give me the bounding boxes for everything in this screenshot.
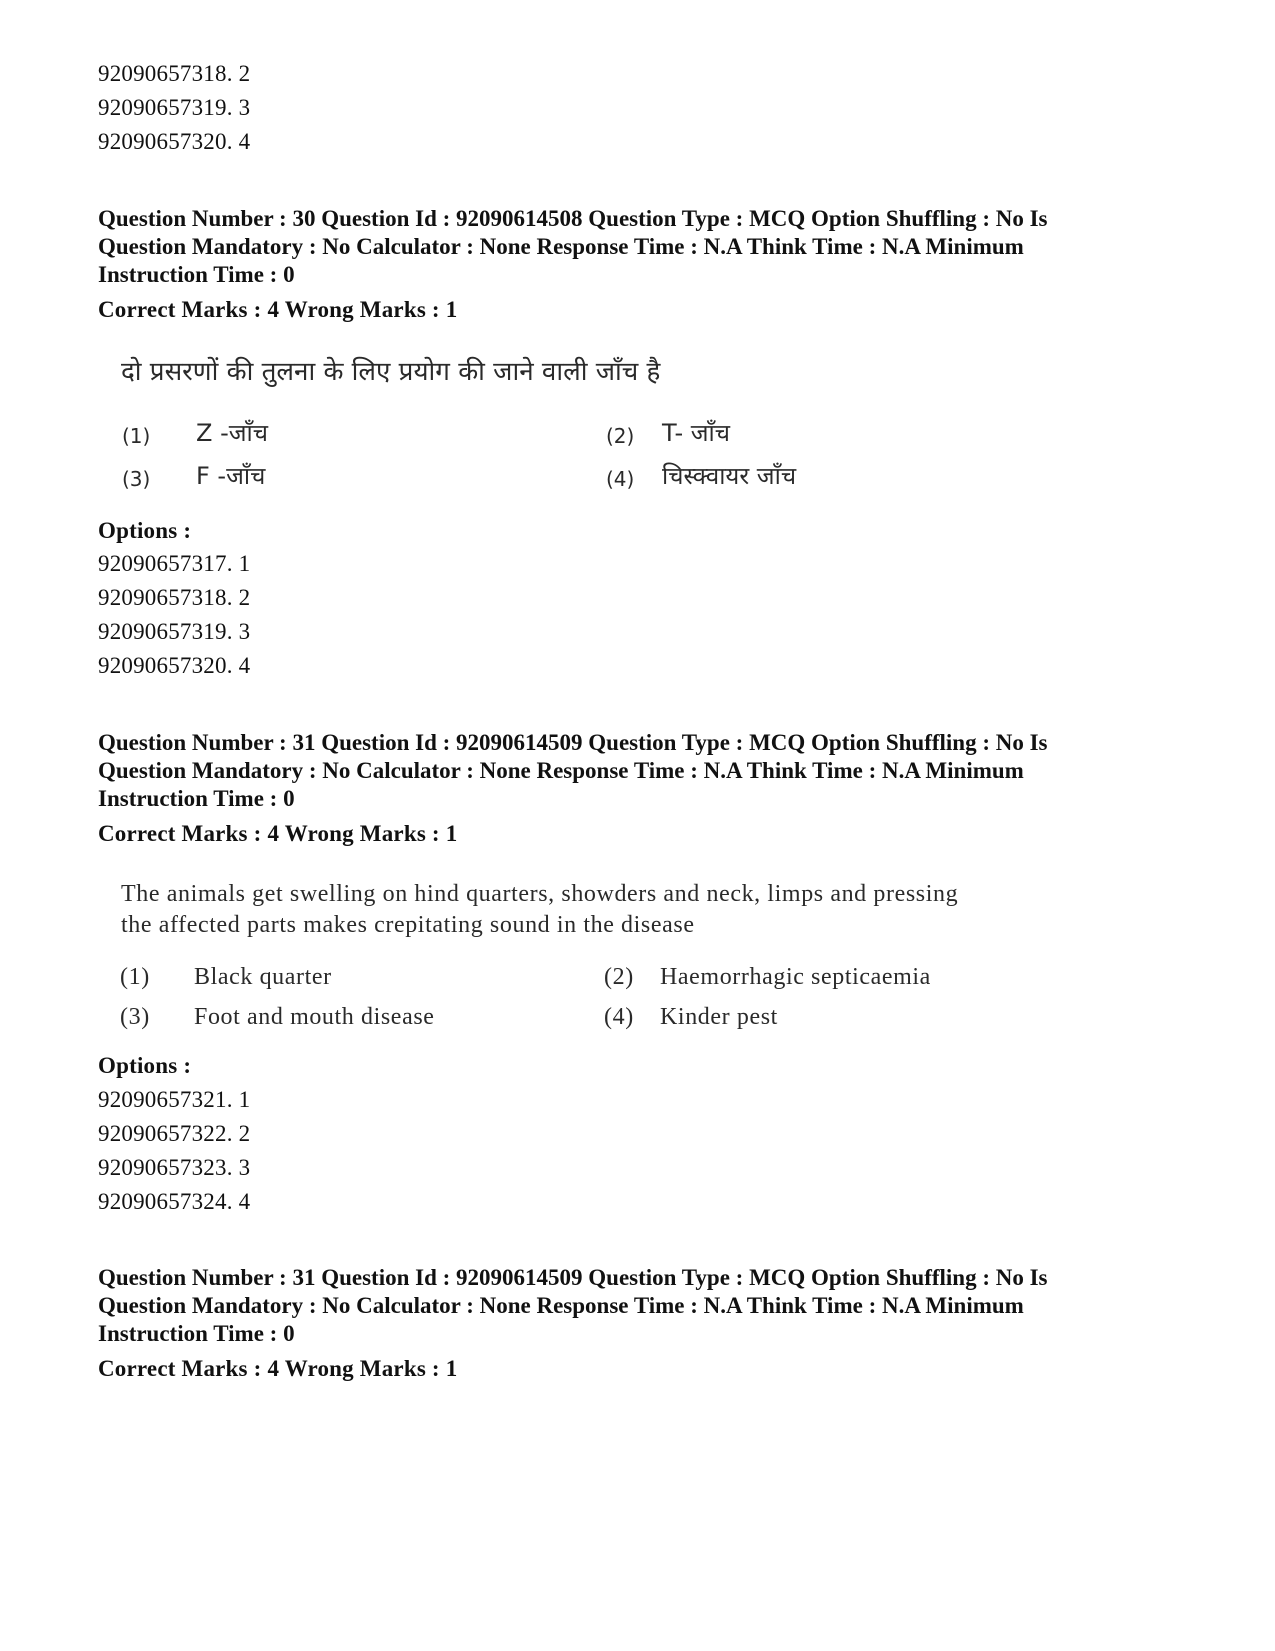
option-line: 92090657319. 3 [98,95,251,120]
q31-repeat-meta [98,1264,1178,1348]
q31-choice-num-2: (2) [604,964,634,990]
option-line: 92090657324. 4 [98,1189,251,1214]
q31-meta [98,729,1178,813]
meta-line: Question Mandatory : No Calculator : None Response Time : N.A Think Time : N.A Minimum [98,758,1024,783]
q30-choice-num-4: (4) [606,467,635,491]
meta-line: Question Mandatory : No Calculator : None Response Time : N.A Think Time : N.A Minimum [98,1293,1024,1318]
q30-question-text: दो प्रसरणों की तुलना के लिए प्रयोग की जाने वाली जाँच है [121,357,661,387]
q31-question-line-1: The animals get swelling on hind quarters, showders and neck, limps and pressing [121,881,959,907]
option-line: 92090657320. 4 [98,653,251,678]
q31-options-label: Options : [98,1053,192,1078]
q31-choice-1: Black quarter [194,964,332,990]
q31-choice-2: Haemorrhagic septicaemia [660,964,931,990]
option-line: 92090657319. 3 [98,619,251,644]
q31-repeat-marks: Correct Marks : 4 Wrong Marks : 1 [98,1356,458,1381]
meta-line: Question Number : 30 Question Id : 92090614508 Question Type : MCQ Option Shuffling : No Is [98,206,1048,231]
q30-choice-4: चिस्क्वायर जाँच [662,462,797,490]
q30-options-label: Options : [98,518,192,543]
q30-choice-num-1: (1) [122,424,151,448]
q31-question-line-2: the affected parts makes crepitating sound in the disease [121,912,695,938]
option-line: 92090657318. 2 [98,61,251,86]
q30-marks: Correct Marks : 4 Wrong Marks : 1 [98,297,458,322]
option-line: 92090657317. 1 [98,551,251,576]
meta-line: Question Mandatory : No Calculator : None Response Time : N.A Think Time : N.A Minimum [98,234,1024,259]
meta-line: Question Number : 31 Question Id : 92090614509 Question Type : MCQ Option Shuffling : No Is [98,1265,1048,1290]
q30-choice-num-2: (2) [606,424,635,448]
meta-line: Instruction Time : 0 [98,262,295,287]
option-line: 92090657320. 4 [98,129,251,154]
q31-choice-4: Kinder pest [660,1004,778,1030]
q30-choice-1: Z -जाँच [196,419,268,447]
q30-choice-num-3: (3) [122,467,151,491]
option-line: 92090657321. 1 [98,1087,251,1112]
q30-meta [98,205,1178,289]
meta-line: Question Number : 31 Question Id : 92090614509 Question Type : MCQ Option Shuffling : No Is [98,730,1048,755]
option-line: 92090657318. 2 [98,585,251,610]
option-line: 92090657323. 3 [98,1155,251,1180]
q30-choice-2: T- जाँच [662,419,731,447]
meta-line: Instruction Time : 0 [98,1321,295,1346]
q31-marks: Correct Marks : 4 Wrong Marks : 1 [98,821,458,846]
q31-choice-3: Foot and mouth disease [194,1004,435,1030]
q31-choice-num-3: (3) [120,1004,150,1030]
meta-line: Instruction Time : 0 [98,786,295,811]
q31-choice-num-4: (4) [604,1004,634,1030]
option-line: 92090657322. 2 [98,1121,251,1146]
q30-choice-3: F -जाँच [196,462,266,490]
q31-choice-num-1: (1) [120,964,150,990]
